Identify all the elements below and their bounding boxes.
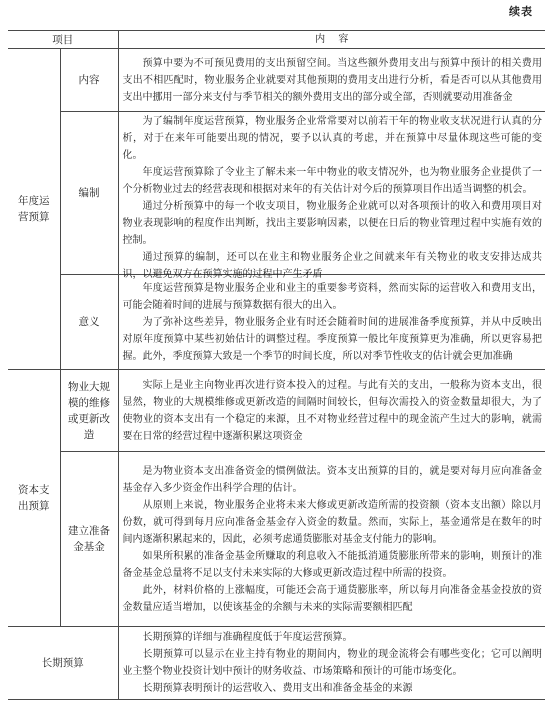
paragraph: 为了弥补这些差异，物业服务企业有时还会随着时间的进展准备季度预算，并从中反映出对原年度预算中某些初始估计的调整过程。季度预算一般比年度预算更为准确，所以更容易把握。此外，季度预算大致是一个季节的时间长度，所以对季节性收支的估计就会更加准确 bbox=[122, 316, 542, 362]
table-row bbox=[8, 112, 545, 275]
continued-table-label: 续表 bbox=[509, 5, 533, 18]
row-content-cell bbox=[118, 112, 545, 280]
section-title: 年度运营预算 bbox=[18, 195, 50, 223]
row-label-cell bbox=[60, 275, 118, 370]
paragraph: 实际上是业主向物业再次进行资本投入的过程。与此有关的支出，一般称为资本支出，很显然，物业的大规模维修或更新改造的间隔时间较长，但每次需投入的资金数量却很大，为了使物业的资本支出有一个稳定的来源，且不对物业经营过程中的现金流产生过大的影响，就需要在日常的经营过程中逐渐积累这项资金 bbox=[122, 379, 542, 442]
row-content bbox=[123, 280, 543, 365]
paragraph: 长期预算可以显示在业主持有物业的期间内，物业的现金流将会有哪些变化；它可以阐明业主整个物业投资计划中预计的财务收益、市场策略和预计的可能市场变化。 bbox=[122, 649, 542, 677]
section-title-cell bbox=[8, 370, 60, 627]
row-label-cell bbox=[60, 452, 118, 627]
table-row bbox=[8, 49, 545, 112]
table-row bbox=[8, 452, 545, 627]
row-content-cell bbox=[118, 370, 545, 452]
budget-table bbox=[8, 30, 545, 700]
paragraph: 从原则上来说，物业服务企业将未来大修或更新改造所需的投资额（资本支出额）除以月份数，就可得到每月应向准备金基金存入资金的数量。然而，实际上，基金通常是在数年的时间内逐渐积累起来的，因此，必须考虑通货膨胀对基金支付能力的影响。 bbox=[122, 499, 542, 545]
row-content-cell bbox=[118, 49, 545, 112]
section-title: 长期预算 bbox=[41, 657, 84, 669]
row-label: 物业大规模的维修或更新改造 bbox=[68, 380, 110, 441]
row-label: 内容 bbox=[78, 74, 100, 86]
paragraph: 长期预算表明预计的运营收入、费用支出和准备金基金的来源 bbox=[142, 683, 413, 694]
row-label: 建立准备金基金 bbox=[68, 525, 110, 553]
table-row bbox=[8, 275, 545, 370]
header-content-cell bbox=[118, 31, 545, 49]
row-label-cell bbox=[60, 112, 118, 275]
paragraph: 长期预算的详细与准确程度低于年度运营预算。 bbox=[142, 632, 353, 643]
header-content: 内 容 bbox=[315, 34, 349, 45]
row-content bbox=[123, 55, 543, 106]
paragraph: 此外，材料价格的上涨幅度，可能还会高于通货膨胀率，所以每月向准备金基金投放的资金数量应适当增加，以使该基金的余额与未来的实际需要额相匹配 bbox=[122, 584, 542, 613]
row-content bbox=[123, 463, 543, 616]
row-content bbox=[123, 377, 543, 445]
row-content bbox=[123, 629, 543, 697]
row-label-cell bbox=[60, 49, 118, 112]
table-header-row bbox=[8, 31, 545, 49]
row-content bbox=[122, 113, 543, 280]
paragraph: 为了编制年度运营预算，物业服务企业常常要对以前若干年的物业收支状况进行认真的分析，对于在来年可能要出现的情况，要予以认真的考虑，并在预算中尽量体现这些可能的变化。 bbox=[122, 115, 542, 161]
paragraph: 如果所积累的准备金基金所赚取的利息收入不能抵消通货膨胀所带来的影响，则预计的准备金基金总量将不足以支付未来实际的大修或更新改造过程中所需的投资。 bbox=[122, 550, 542, 579]
row-content-cell bbox=[118, 452, 545, 627]
section-title-cell bbox=[8, 627, 118, 700]
paragraph: 年度运营预算除了令业主了解未来一年中物业的收支情况外，也为物业服务企业提供了一个分析物业过去的经营表现和根据对来年的有关估计对今后的预算项目作出适当调整的机会。 bbox=[122, 166, 542, 195]
header-item-cell bbox=[8, 31, 118, 49]
paragraph: 预算中要为不可预见费用的支出预留空间。当这些额外费用支出与预算中预计的相关费用支出不相匹配时，物业服务企业就要对其他预期的费用支出进行分析，看是否可以从其他费用支出中挪用一部分来支付与季节相关的额外费用支出的部分或全部，否则就要动用准备金 bbox=[122, 57, 542, 103]
header-item: 项目 bbox=[52, 33, 74, 46]
paragraph: 年度运营预算是物业服务企业和业主的重要参考资料，然而实际的运营收入和费用支出，可能会随着时间的进展与预算数据有很大的出入。 bbox=[122, 282, 542, 311]
paragraph: 通过预算的编制，还可以在业主和物业服务企业之间就来年有关物业的收支安排达成共识，以避免双方在预算实施的过程中产生矛盾 bbox=[122, 251, 542, 280]
table-row bbox=[8, 627, 545, 700]
row-content-cell bbox=[118, 275, 545, 370]
row-label-cell bbox=[60, 370, 118, 452]
row-label: 意义 bbox=[78, 316, 100, 328]
paragraph: 是为物业资本支出准备资金的惯例做法。资本支出预算的目的，就是要对每月应向准备金基金存入多少资金作出科学合理的估计。 bbox=[122, 465, 542, 494]
section-title-cell bbox=[8, 49, 60, 370]
row-label: 编制 bbox=[78, 187, 100, 199]
section-title: 资本支出预算 bbox=[18, 484, 50, 512]
paragraph: 通过分析预算中的每一个收支项目，物业服务企业就可以对各项预计的收入和费用项目对物业表现影响的程度作出判断，找出主要影响因素，以便在日后的物业管理过程中实施有效的控制。 bbox=[122, 200, 542, 246]
table-row bbox=[8, 370, 545, 452]
row-content-cell bbox=[118, 627, 545, 700]
